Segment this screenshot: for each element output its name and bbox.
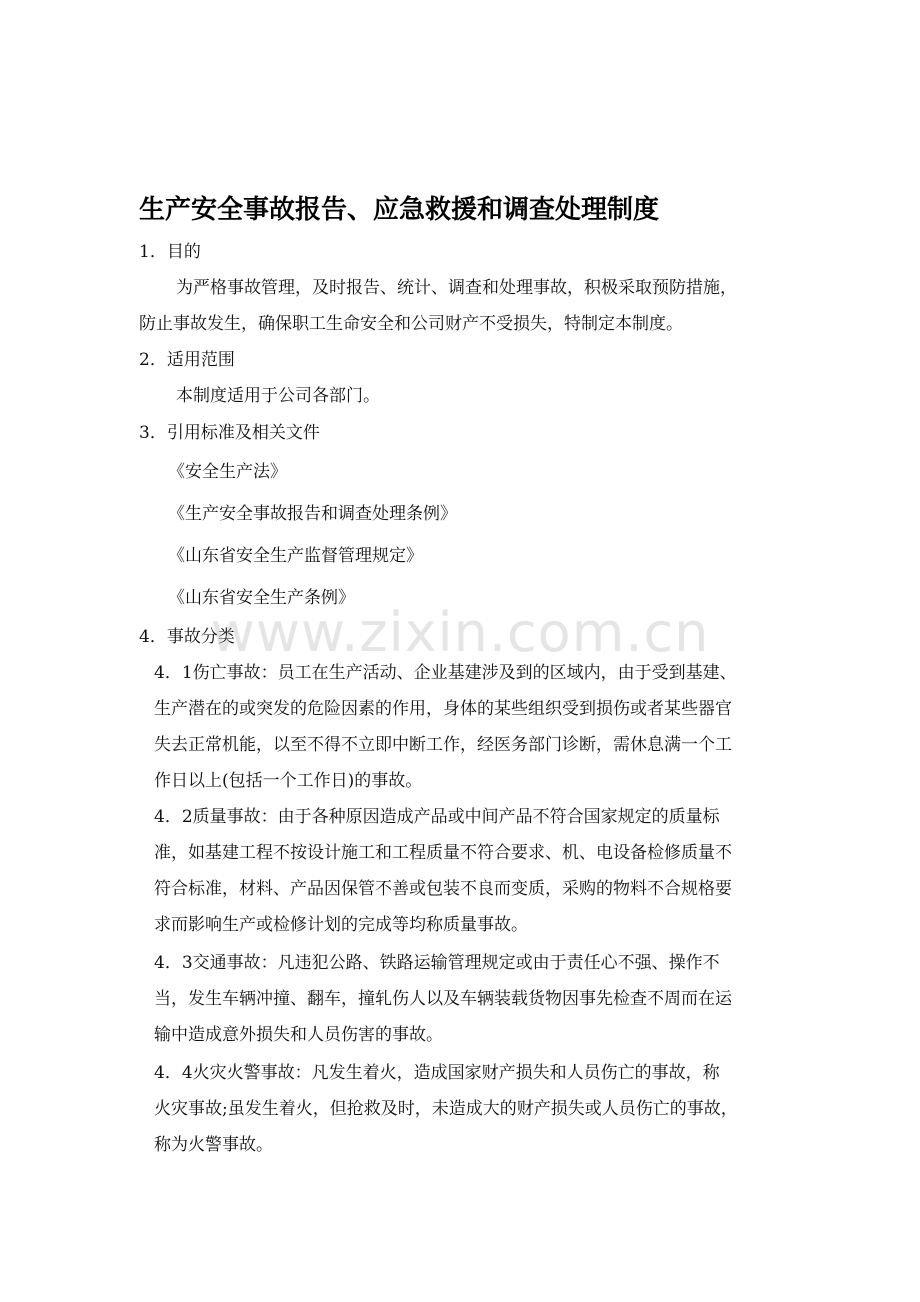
section-heading-classification: 4．事故分类 — [139, 627, 235, 647]
section-heading-references: 3．引用标准及相关文件 — [139, 423, 320, 443]
section-heading-purpose: 1．目的 — [139, 242, 201, 262]
paragraph-line: 本制度适用于公司各部门。 — [176, 386, 380, 406]
paragraph-line: 准，如基建工程不按设计施工和工程质量不符合要求、机、电设备检修质量不 — [154, 843, 732, 863]
document-title: 生产安全事故报告、应急救援和调查处理制度 — [139, 195, 660, 225]
paragraph-line: 输中造成意外损失和人员伤害的事故。 — [154, 1025, 443, 1045]
paragraph-line: 失去正常机能，以至不得不立即中断工作，经医务部门诊断，需休息满一个工 — [154, 735, 732, 755]
watermark-text: www.zixin.com.cn — [210, 601, 710, 664]
reference-item: 《山东省安全生产条例》 — [168, 588, 355, 608]
paragraph-line: 4．1伤亡事故：员工在生产活动、企业基建涉及到的区域内，由于受到基建、 — [154, 663, 737, 683]
paragraph-line: 符合标准，材料、产品因保管不善或包装不良而变质，采购的物料不合规格要 — [154, 879, 732, 899]
reference-item: 《山东省安全生产监督管理规定》 — [168, 546, 423, 566]
paragraph-line: 4．3交通事故：凡违犯公路、铁路运输管理规定或由于责任心不强、操作不 — [154, 953, 720, 973]
paragraph-line: 称为火警事故。 — [154, 1135, 273, 1155]
reference-item: 《安全生产法》 — [168, 462, 287, 482]
paragraph-line: 4．2质量事故：由于各种原因造成产品或中间产品不符合国家规定的质量标 — [154, 807, 720, 827]
section-heading-scope: 2．适用范围 — [139, 350, 235, 370]
reference-item: 《生产安全事故报告和调查处理条例》 — [168, 504, 457, 524]
paragraph-line: 当，发生车辆冲撞、翻车，撞轧伤人以及车辆装载货物因事先检查不周而在运 — [154, 989, 732, 1009]
paragraph-line: 为严格事故管理，及时报告、统计、调查和处理事故，积极采取预防措施， — [176, 278, 737, 298]
paragraph-line: 求而影响生产或检修计划的完成等均称质量事故。 — [154, 915, 528, 935]
paragraph-line: 4．4火灾火警事故：凡发生着火，造成国家财产损失和人员伤亡的事故，称 — [154, 1063, 720, 1083]
paragraph-line: 火灾事故;虽发生着火，但抢救及时，未造成大的财产损失或人员伤亡的事故， — [154, 1099, 738, 1119]
paragraph-line: 生产潜在的或突发的危险因素的作用，身体的某些组织受到损伤或者某些器官 — [154, 699, 732, 719]
paragraph-line: 作日以上(包括一个工作日)的事故。 — [154, 771, 423, 791]
paragraph-line: 防止事故发生，确保职工生命安全和公司财产不受损失，特制定本制度。 — [139, 314, 683, 334]
